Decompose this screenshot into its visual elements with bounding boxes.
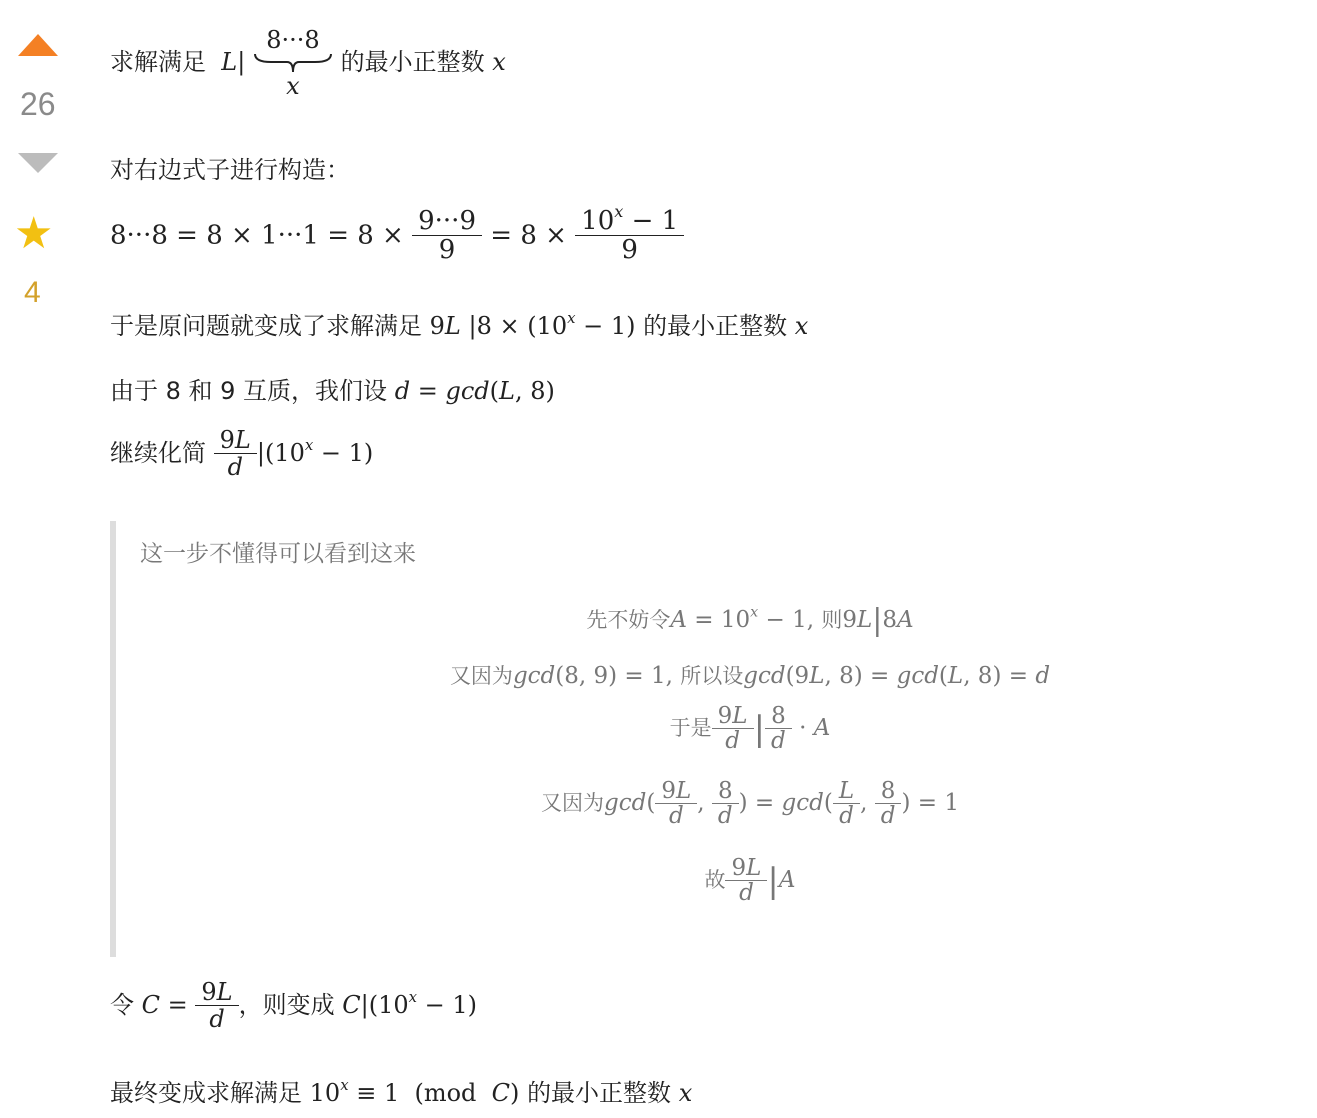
p4-prefix-text: 于是原问题就变成了求解满足 [110,312,422,340]
p5-prefix-text: 由于 8 和 9 互质，我们设 [110,377,388,405]
quote-line-3: 于是 $\frac{9L}{d}$ | $\frac{8}{d}$ · A [669,703,831,755]
quote-line-5: 故 $\frac{9L}{d}$ |A [704,855,796,907]
p1-suffix-text: 的最小正整数 [340,48,485,76]
p7-prefix-text: 令 [110,990,134,1019]
p8-suffix-text: 的最小正整数 [527,1079,672,1107]
vote-score: 26 [20,86,56,122]
p6-prefix-text: 继续化简 [110,438,206,467]
p8-prefix-text: 最终变成求解满足 [110,1079,302,1107]
p1-prefix-text: 求解满足 [110,48,206,76]
math-congruence: $10^x \equiv 1$ (mod C) [309,1075,520,1107]
p7-mid-text: ，则变成 [238,990,335,1019]
answer-paragraph-7: 令 C = $\frac{9L}{d}$ ，则变成 $C|(10^x - 1)$ [110,978,478,1034]
favorite-count: 4 [24,276,41,309]
quote-line-4: 又因为gcd( $\frac{9L}{d}$ , $\frac{8}{d}$ ) = gcd( $\frac{L}{d}$ , $\frac{8}{d}$ ) = 1 [541,778,959,830]
answer-paragraph-6 [110,428,373,481]
underbrace-icon [253,52,333,74]
blockquote-bar [110,521,116,957]
math-gcd-def: d = gcd(L, 8) [394,377,555,405]
favorite-star-icon[interactable]: ★ [14,208,54,259]
answer-paragraph-8: 最终变成求解满足 $10^x \equiv 1$ (mod C) 的最小正整数 x [110,1075,693,1107]
math-underbrace-eights: 8···8 x [253,28,333,98]
answer-equation-construct: 8···8 = 8 × 1···1 = 8 × $\frac{9\cdot\cdot\cdot 9}{9}$ = 8 × $\frac{10^x - 1}{9}$ [110,208,684,265]
math-condition: 9L $|8 \times (10^x - 1)$ [429,308,636,340]
answer-paragraph-5 [110,371,555,406]
quote-line-1: 先不妨令$A = 10^x - 1$, 则9L|8A [586,603,914,638]
math-simplified: $\frac{9L}{d}$ $|(10^x - 1)$ [214,439,374,467]
downvote-triangle-down-icon[interactable] [18,153,58,173]
math-x: x [492,48,506,76]
upvote-triangle-up-icon[interactable] [18,34,58,56]
answer-paragraph-2: 对右边式子进行构造： [110,156,350,184]
answer-paragraph-1 [110,28,506,98]
quote-intro: 这一步不懂得可以看到这来 [140,541,416,567]
p4-suffix-text: 的最小正整数 [643,312,788,340]
math-divides: | [237,48,246,76]
quote-line-2: 又因为gcd(8, 9) = 1, 所以设gcd(9L, 8) = gcd(L, 8) = d [449,663,1051,689]
math-L: L [213,48,238,76]
answer-paragraph-4: 于是原问题就变成了求解满足 9L $|8 \times (10^x - 1)$ 的最小正整数 x [110,308,809,340]
